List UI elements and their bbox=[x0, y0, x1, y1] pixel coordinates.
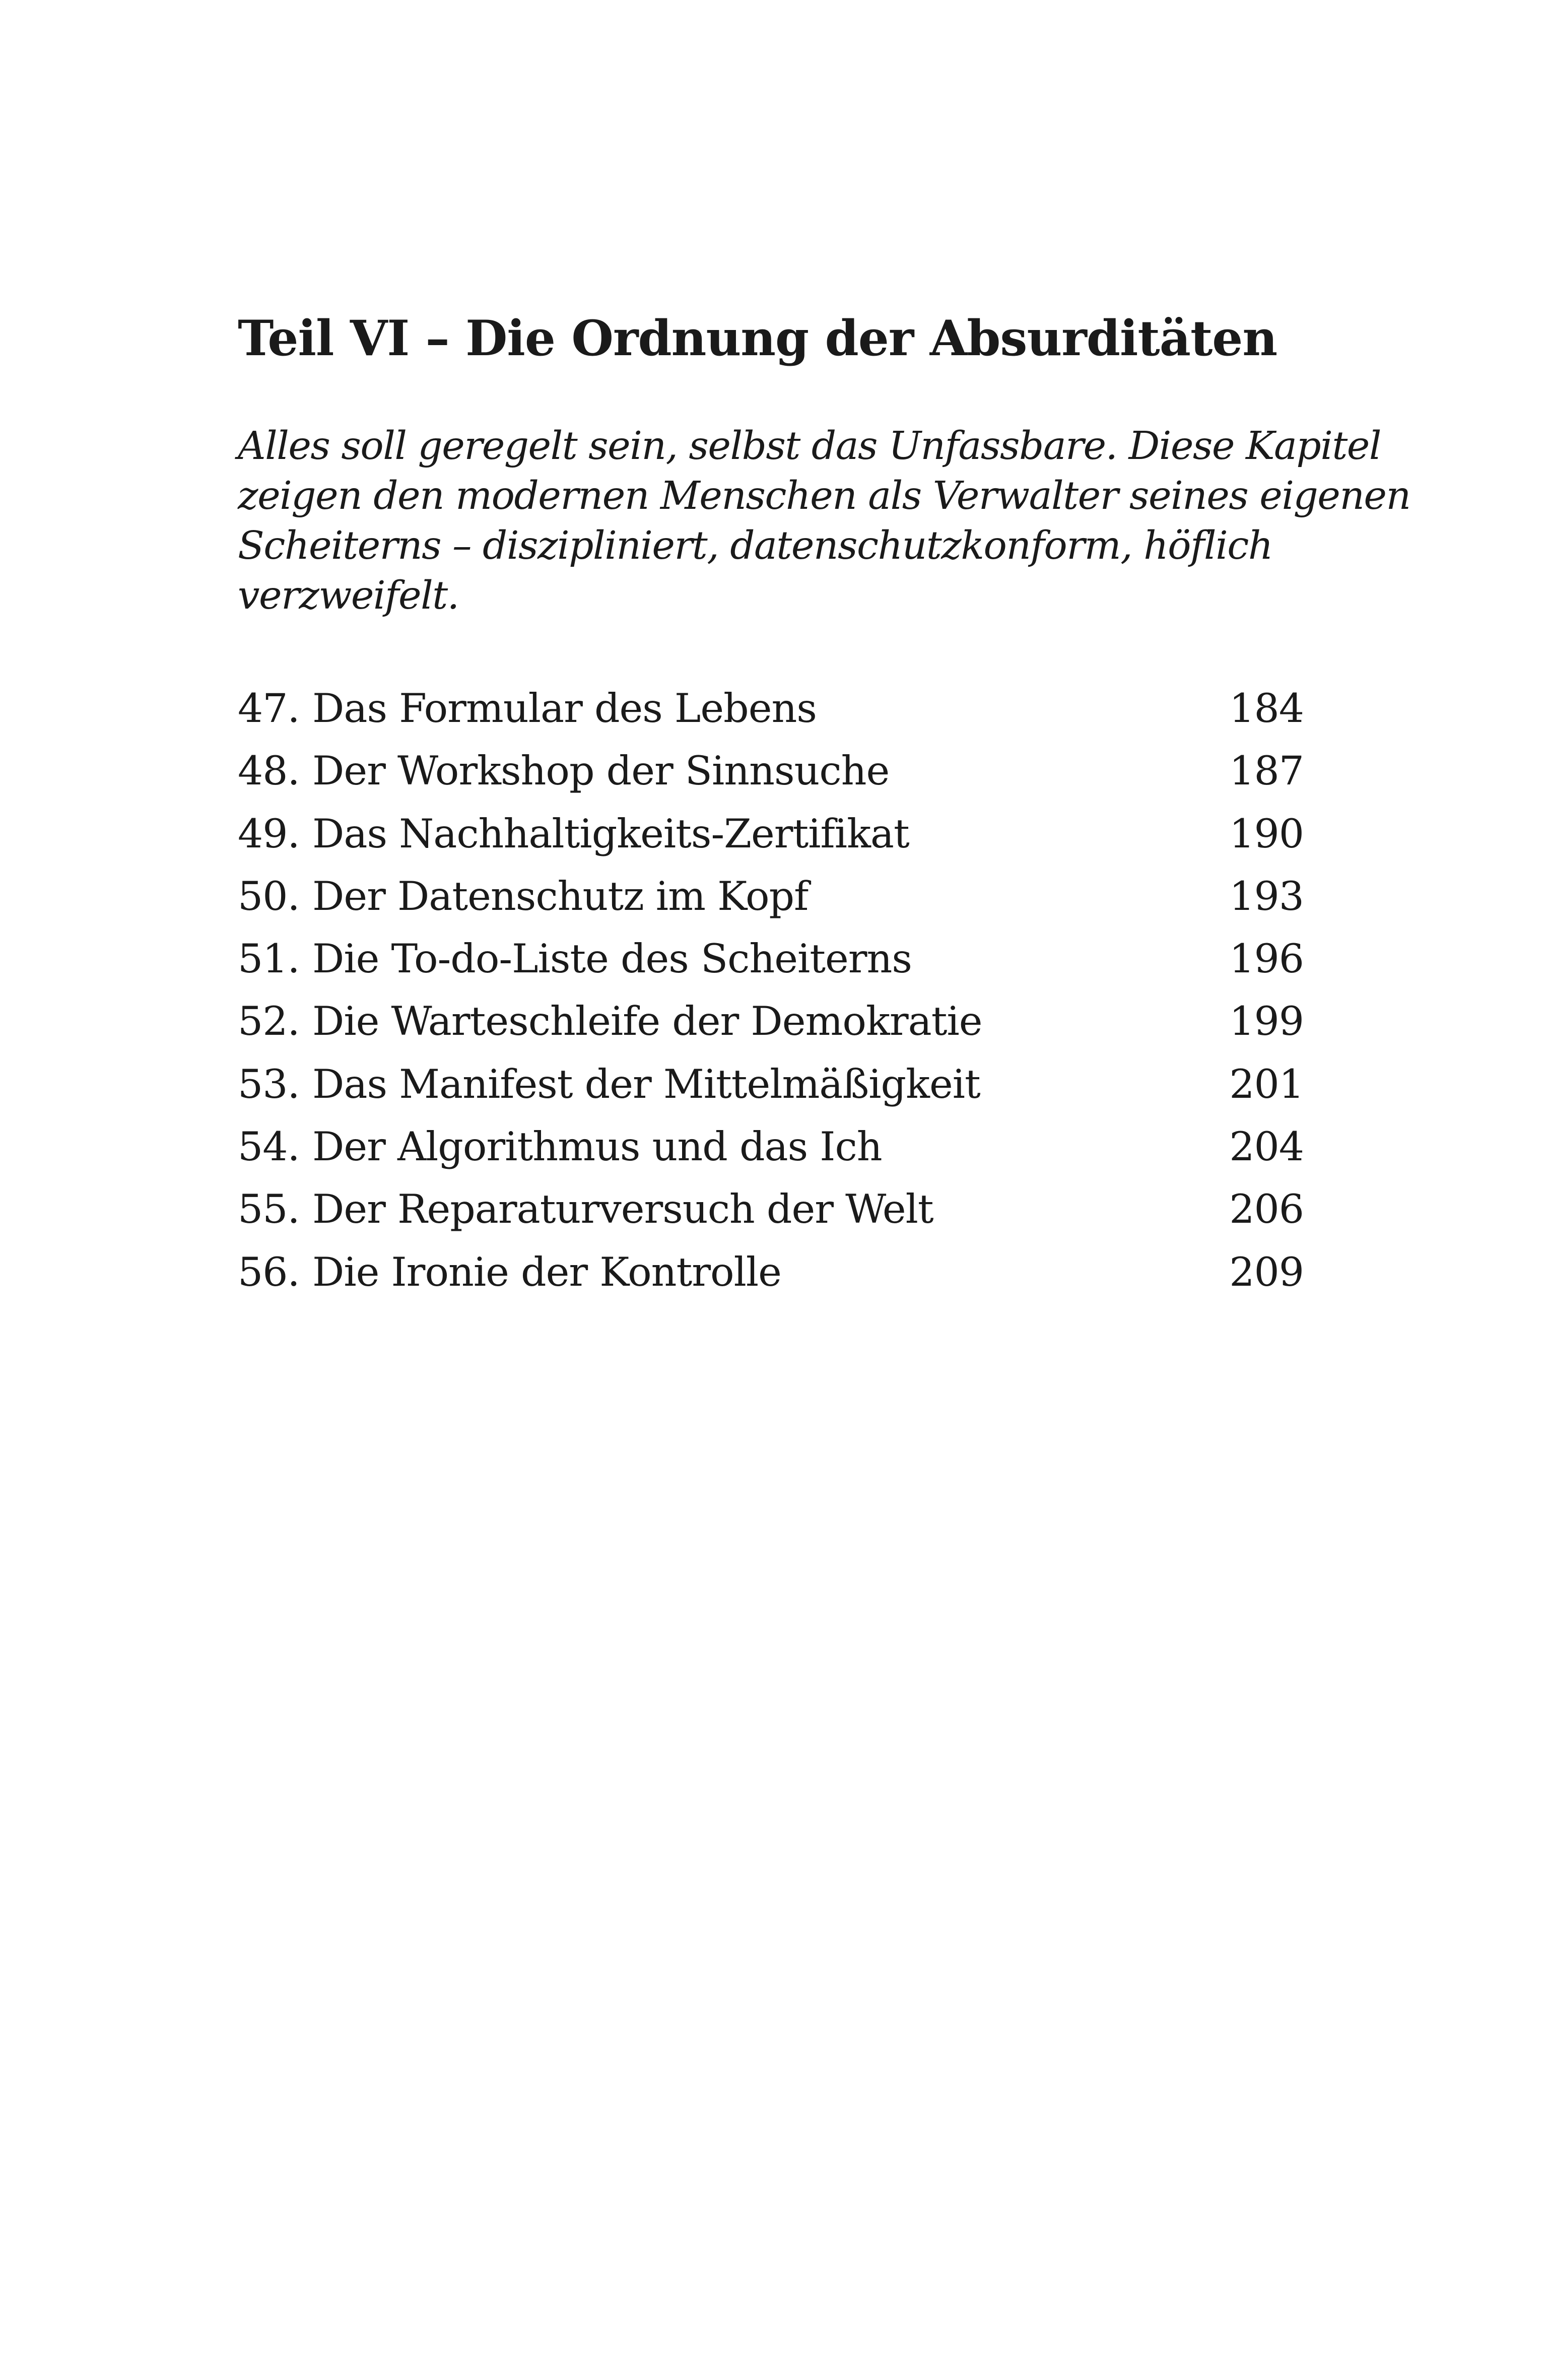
chapter-title: Die Warteschleife der Demokratie bbox=[312, 998, 982, 1045]
chapter-number: 49. bbox=[238, 810, 300, 857]
page-number: 184 bbox=[1229, 685, 1304, 732]
intro-line: Alles soll geregelt sein, selbst das Unfassbare. Diese Kapitel bbox=[238, 424, 1381, 469]
toc-entry bbox=[238, 865, 1304, 928]
intro-line: verzweifelt. bbox=[238, 573, 459, 618]
intro-line: zeigen den modernen Menschen als Verwalter seines eigenen bbox=[238, 474, 1410, 518]
toc-entry bbox=[238, 990, 1304, 1052]
intro-line: Scheiterns – diszipliniert, datenschutzkonform, höflich bbox=[238, 523, 1272, 568]
toc-entry bbox=[238, 1178, 1304, 1240]
page-number: 187 bbox=[1229, 748, 1304, 795]
chapter-title: Das Manifest der Mittelmäßigkeit bbox=[312, 1061, 980, 1107]
chapter-number: 48. bbox=[238, 748, 300, 795]
toc-entry bbox=[238, 1115, 1304, 1178]
page-number: 206 bbox=[1229, 1186, 1304, 1233]
page-number: 209 bbox=[1229, 1248, 1304, 1295]
chapter-number: 47. bbox=[238, 685, 300, 732]
chapter-title: Der Workshop der Sinnsuche bbox=[312, 748, 890, 795]
part-title: Teil VI – Die Ordnung der Absurditäten bbox=[238, 310, 1277, 367]
part-introduction bbox=[238, 421, 1410, 621]
chapter-number: 53. bbox=[238, 1061, 300, 1107]
chapter-title: Die To-do-Liste des Scheiterns bbox=[312, 936, 912, 982]
chapter-number: 52. bbox=[238, 998, 300, 1045]
toc-entry bbox=[238, 1241, 1304, 1303]
toc-entry bbox=[238, 677, 1304, 740]
chapter-title: Das Nachhaltigkeits-Zertifikat bbox=[312, 810, 909, 857]
chapter-number: 50. bbox=[238, 873, 300, 919]
chapter-number: 55. bbox=[238, 1186, 300, 1233]
toc-entry bbox=[238, 1053, 1304, 1115]
chapter-title: Der Reparaturversuch der Welt bbox=[312, 1186, 933, 1233]
page-number: 193 bbox=[1229, 873, 1304, 919]
page-number: 201 bbox=[1229, 1061, 1304, 1107]
page-number: 196 bbox=[1229, 936, 1304, 982]
toc-entry bbox=[238, 740, 1304, 802]
page-number: 204 bbox=[1229, 1123, 1304, 1170]
chapter-title: Die Ironie der Kontrolle bbox=[312, 1248, 781, 1295]
toc-entry bbox=[238, 803, 1304, 865]
chapter-title: Der Datenschutz im Kopf bbox=[312, 873, 809, 919]
chapter-number: 56. bbox=[238, 1248, 300, 1295]
chapter-number: 54. bbox=[238, 1123, 300, 1170]
chapter-title: Der Algorithmus und das Ich bbox=[312, 1123, 882, 1170]
chapter-title: Das Formular des Lebens bbox=[312, 685, 817, 732]
page-number: 199 bbox=[1229, 998, 1304, 1045]
chapter-number: 51. bbox=[238, 936, 300, 982]
page-number: 190 bbox=[1229, 810, 1304, 857]
toc-entry bbox=[238, 928, 1304, 990]
table-of-contents bbox=[238, 677, 1304, 1303]
